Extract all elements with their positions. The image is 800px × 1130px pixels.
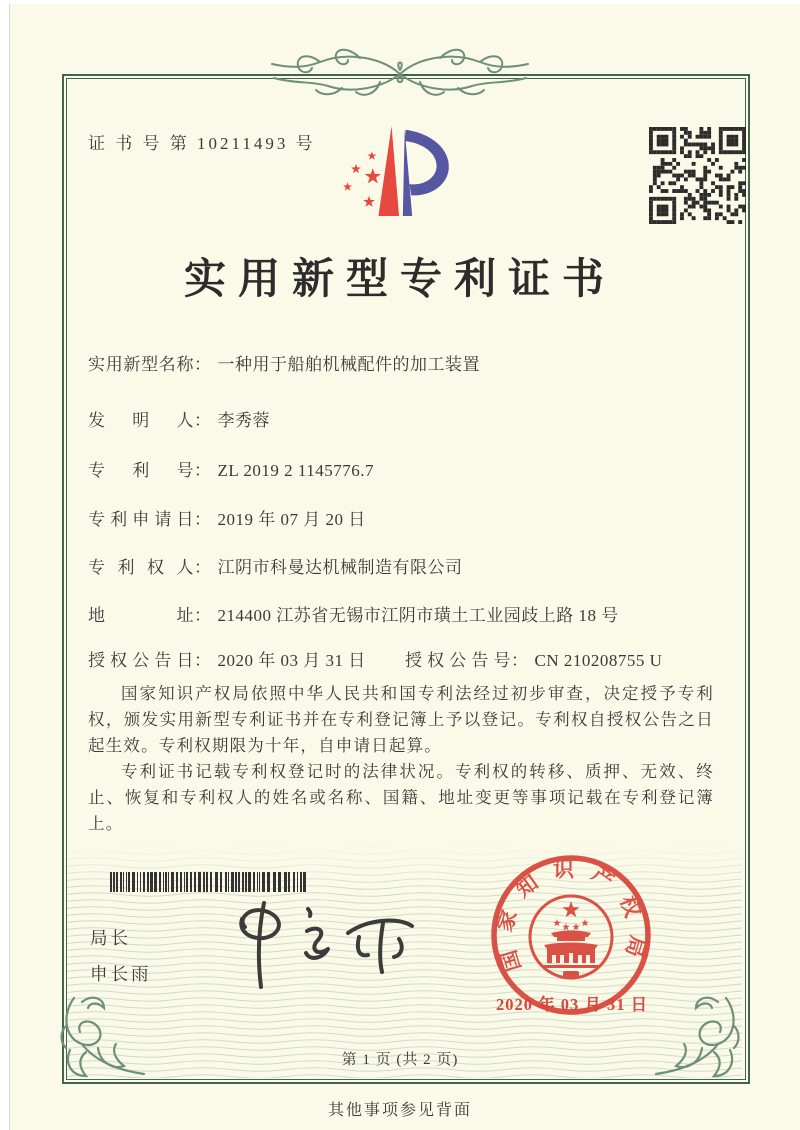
grant-date-pair [88, 651, 366, 670]
handwritten-signature [212, 893, 427, 993]
back-side-note: 其他事项参见背面 [327, 1102, 472, 1119]
field-value: 江阴市科曼达机械制造有限公司 [217, 558, 463, 577]
barcode [110, 872, 308, 892]
field-row-patent-number [88, 456, 748, 481]
field-value: 214400 江苏省无锡市江阴市璜土工业园歧上路 18 号 [217, 606, 619, 625]
field-value: CN 210208755 U [534, 651, 663, 670]
colon: ： [194, 510, 212, 529]
field-row-invention-name [88, 350, 748, 375]
field-row-filing-date [88, 505, 748, 530]
national-emblem [530, 896, 612, 978]
corner-flourish-left [58, 992, 146, 1084]
field-row-grant [88, 646, 748, 671]
scan-edge-left [0, 0, 10, 1130]
legal-paragraph: 专利证书记载专利权登记时的法律状况。专利权的转移、质押、无效、终止、恢复和专利权人的姓名或名称、国籍、地址变更等事项记载在专利登记簿上。 [88, 762, 714, 833]
field-row-inventor [88, 406, 748, 431]
field-value: 一种用于船舶机械配件的加工装置 [217, 355, 480, 374]
field-label: 发明人 [88, 411, 194, 430]
certificate-number: 证 书 号 第 10211493 号 [88, 134, 316, 153]
commissioner-name: 申长雨 [90, 964, 152, 984]
page-number: 第 1 页 (共 2 页) [341, 1052, 459, 1068]
legal-paragraph: 国家知识产权局依照中华人民共和国专利法经过初步审查，决定授予专利权，颁发实用新型专利证书并在专利登记簿上予以登记。专利权自授权公告之日起生效。专利权期限为十年，自申请日起算。 [88, 684, 714, 755]
colon: ： [194, 606, 212, 625]
field-label: 授权公告日 [88, 651, 194, 670]
colon: ： [194, 355, 212, 374]
field-value: 李秀蓉 [217, 411, 270, 430]
field-row-patentee [88, 553, 748, 578]
grant-number-pair [405, 646, 662, 671]
scan-edge-top [0, 0, 800, 4]
field-label: 地址 [88, 606, 194, 625]
field-row-address [88, 601, 748, 626]
field-value: 2020 年 03 月 31 日 [217, 651, 366, 670]
field-value: ZL 2019 2 1145776.7 [217, 461, 375, 480]
top-flourish-ornament [265, 44, 535, 104]
colon: ： [194, 558, 212, 577]
commissioner-title: 局长 [90, 928, 131, 948]
field-label: 授权公告号 [405, 651, 511, 670]
field-value: 2019 年 07 月 20 日 [217, 510, 366, 529]
field-label: 专利号 [88, 461, 194, 480]
certificate-title: 实用新型专利证书 [183, 257, 616, 303]
seal-date: 2020 年 03 月 31 日 [495, 995, 649, 1014]
field-label: 实用新型名称 [88, 355, 194, 374]
qr-code [649, 127, 746, 224]
colon: ： [194, 651, 212, 670]
legal-text-block [88, 681, 714, 837]
colon: ： [511, 651, 529, 670]
colon: ： [194, 411, 212, 430]
field-label: 专利申请日 [88, 510, 194, 529]
commissioner-block [90, 920, 152, 992]
cnipa-patent-logo-icon [325, 100, 475, 225]
seal-org-text: 国家知识产权局 [492, 857, 650, 975]
field-label: 专利权人 [88, 558, 194, 577]
colon: ： [194, 461, 212, 480]
